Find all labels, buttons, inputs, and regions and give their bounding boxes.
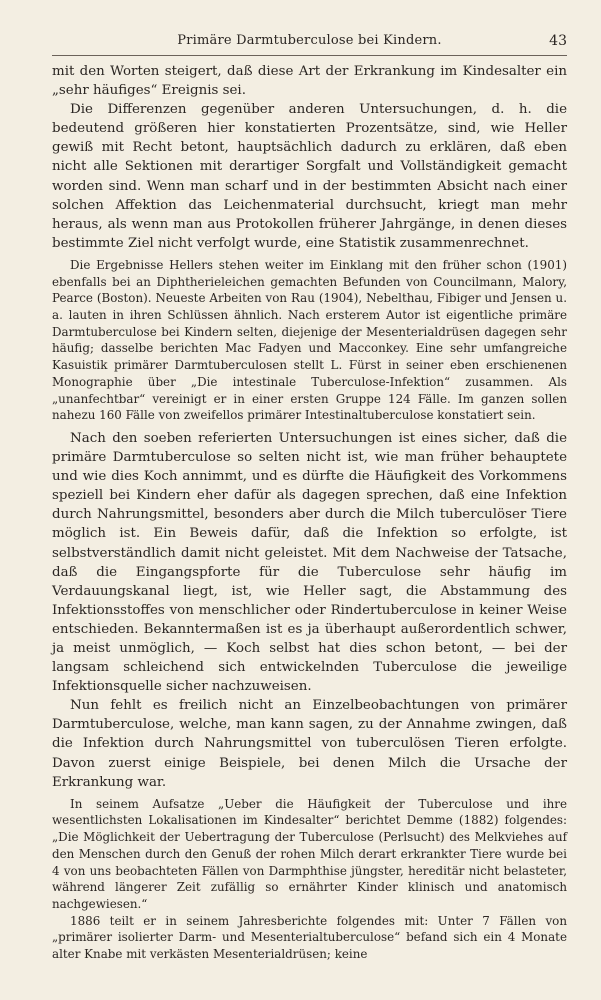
paragraph-untersuchungen: Nach den soeben referierten Untersuchungen ist eines sicher, daß die primäre Darmtuberculose so selten nicht ist, wie man früher behauptete und wie dies Koch annimmt, und es dürfte die Häufigkeit des Vorkommens speziell bei Kindern eher dafür als dagegen sprechen, daß eine Infektion durch Nahrungsmittel, besonders aber durch die Milch tuberculöser Tiere möglich ist. Ein Beweis dafür, daß die Infektion so erfolgte, ist selbstverständlich damit nicht geleistet. Mit dem Nachweise der Tatsache, daß die Eingangspforte für die Tuberculose sehr häufig im Verdauungskanal liegt, ist, wie Heller sagt, die Abstammung des Infektionsstoffes von menschlicher oder Rindertuberculose in keiner Weise entschieden. Bekanntermaßen ist es ja überhaupt außerordentlich schwer, ja meist unmöglich, — Koch selbst hat dies schon betont, — bei der langsam schleichend sich entwickelnden Tuberculose die jeweilige Infektionsquelle sicher nachzuweisen. <box>52 430 567 695</box>
paragraph-differenzen: Die Differenzen gegenüber anderen Untersuchungen, d. h. die bedeutend größeren hier konstatierten Prozentsätze, sind, wie Heller gewiß mit Recht betont, hauptsächlich dadurch zu erklären, daß eben nicht alle Sektionen mit derartiger Sorgfalt und Vollständigkeit gemacht worden sind. Wenn man scharf und in der bestimmten Absicht nach einer solchen Affektion das Leichenmaterial durchsucht, kriegt man mehr heraus, als wenn man aus Protokollen früherer Jahrgänge, in denen dieses bestimmte Ziel nicht verfolgt wurde, eine Statistik zusammenrechnet. <box>52 102 567 251</box>
paragraph-einzelbeobachtungen: Nun fehlt es freilich nicht an Einzelbeobachtungen von primärer Darmtuberculose, welche, man kann sagen, zu der Annahme zwingen, daß die Infektion durch Nahrungsmittel von tuberculösen Tieren erfolgte. Davon zuerst einige Beispiele, bei denen Milch die Ursache der Erkrankung war. <box>52 698 567 790</box>
paragraph-ergebnisse: Die Ergebnisse Hellers stehen weiter im Einklang mit den früher schon (1901) ebenfalls bei an Diphtherieleichen gemachten Befunden von Councilmann, Malory, Pearce (Boston). Neueste Arbeiten von Rau (1904), Nebelthau, Fibiger und Jensen u. a. lauten in ihren Schlüssen ähnlich. Nach ersterem Autor ist eigentliche primäre Darmtuberculose bei Kindern selten, diejenige der Mesenterialdrüsen dagegen sehr häufig; dasselbe berichten Mac Fadyen und Macconkey. Eine sehr umfangreiche Kasuistik primärer Darmtuberculosen stellt L. Fürst in seiner eben erschienenen Monographie über „Die intestinale Tuberculose-Infektion“ zusammen. Als „unanfechtbar“ vereinigt er in einer ersten Gruppe 124 Fälle. Im ganzen sollen nahezu 160 Fälle von zweifellos primärer Intestinaltuberculose konstatiert sein. <box>52 257 567 423</box>
paragraph-jahresbericht: 1886 teilt er in seinem Jahresberichte folgendes mit: Unter 7 Fällen von „primärer isolierter Darm- und Mesenterialtuberculose“ befand sich ein 4 Monate alter Knabe mit verkästen Mesenterialdrüsen; keine <box>52 913 567 962</box>
page-number: 43 <box>549 33 567 49</box>
paragraph-continuation: mit den Worten steigert, daß diese Art der Erkrankung im Kindesalter ein „sehr häufiges“ Ereignis sei. <box>52 64 567 99</box>
running-title: Primäre Darmtuberculose bei Kindern. <box>177 33 442 48</box>
page-body <box>52 62 567 963</box>
header-rule <box>52 55 567 56</box>
running-header <box>52 33 567 53</box>
paragraph-demme: In seinem Aufsatze „Ueber die Häufigkeit der Tuberculose und ihre wesentlichsten Lokalisationen im Kindesalter“ berichtet Demme (1882) folgendes: „Die Möglichkeit der Uebertragung der Tuberculose (Perlsucht) des Melkviehes auf den Menschen durch den Genuß der rohen Milch derart erkrankter Tiere wurde bei 4 von uns beobachteten Fällen von Darmphthise jüngster, hereditär nicht belasteter, während längerer Zeit zufällig so ernährter Kinder klinisch und anatomisch nachgewiesen.“ <box>52 796 567 911</box>
